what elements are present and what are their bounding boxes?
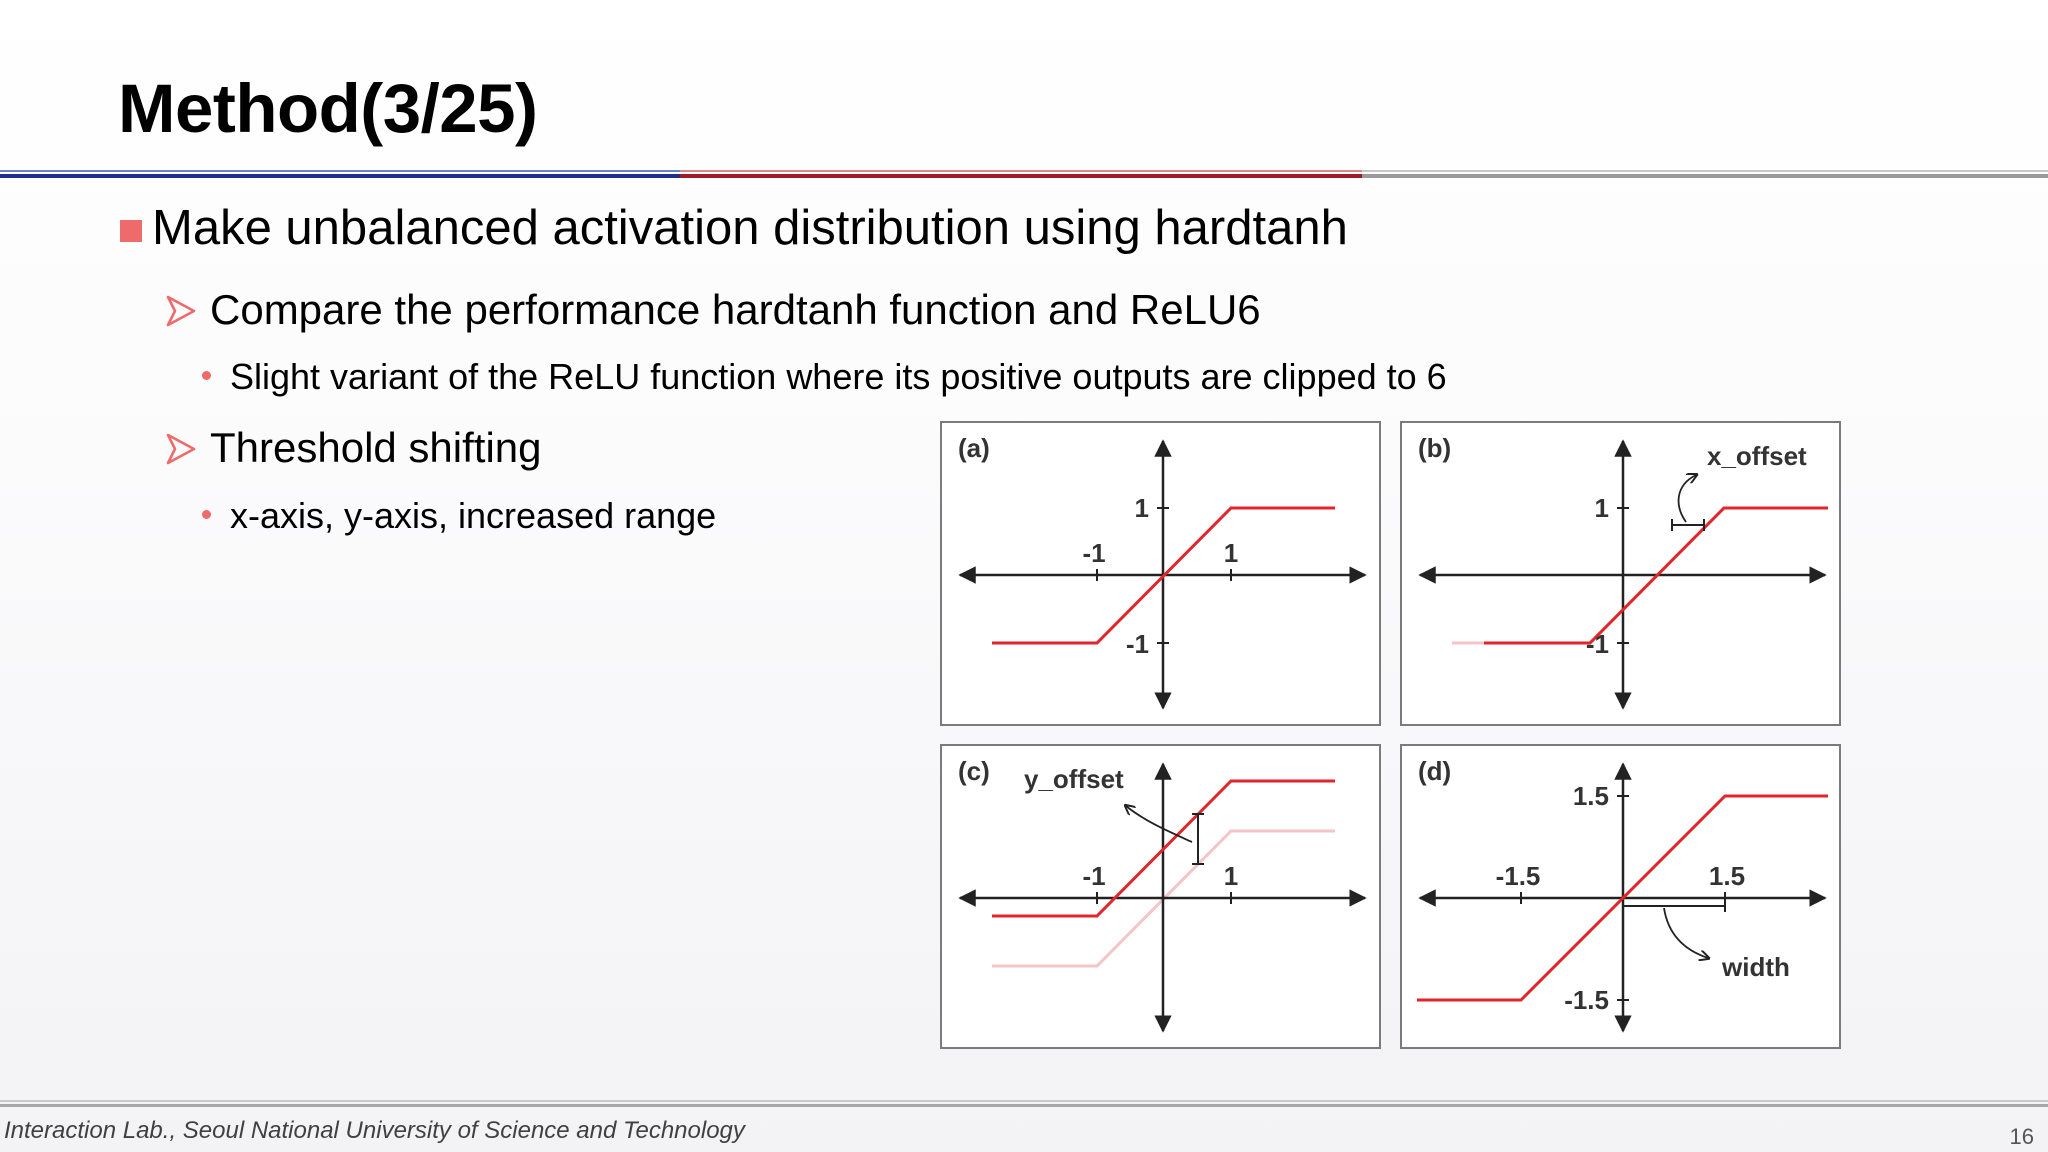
arrowhead-bullet-icon [166,432,196,466]
annotation-arrow [1126,806,1192,842]
square-bullet-icon [120,220,142,242]
dot-bullet-icon [202,371,211,380]
tick-label-x-neg: -1 [1082,538,1106,568]
figure-panel-c [940,744,1381,1049]
figure-panel-d [1400,744,1841,1049]
title-divider-gray [1362,170,2048,180]
panel-label: (d) [1418,756,1452,786]
title-divider-red [680,170,1362,180]
tick-label-y-neg: -1.5 [1564,985,1609,1015]
sub-bullet-compare-text: Compare the performance hardtanh function and ReLU6 [210,286,1261,333]
sub-bullet-threshold [166,424,542,472]
panel-label: (c) [958,756,990,786]
annotation-width: width [1722,952,1790,982]
panel-label: (a) [958,433,990,463]
title-divider-blue [0,170,680,180]
sub-bullet-threshold-text: Threshold shifting [210,424,542,471]
tick-label-y-neg: -1 [1585,629,1609,659]
tick-label-x-neg: -1 [1082,861,1106,891]
figure-panel-a [940,421,1381,726]
footer-text: Interaction Lab., Seoul National University of Science and Technology [4,1117,745,1144]
figure-panel-b [1400,421,1841,726]
dot-bullet-icon [202,510,211,519]
tick-label-y-pos: 1 [1594,493,1609,523]
main-bullet-text: Make unbalanced activation distribution using hardtanh [152,201,1348,255]
slide-title: Method(3/25) [118,70,538,147]
sub-bullet-compare [166,286,1261,334]
annotation-arrow [1679,475,1696,522]
annotation-y-offset: y_offset [1024,764,1124,794]
detail-bullet-axis-text: x-axis, y-axis, increased range [230,495,717,536]
page-number: 16 [2009,1124,2034,1149]
tick-label-y-pos: 1.5 [1572,781,1609,811]
panel-label: (b) [1418,433,1452,463]
tick-label-y-neg: -1 [1125,629,1149,659]
tick-label-x-neg: -1.5 [1495,861,1541,891]
detail-bullet-relu6 [202,356,1447,398]
main-bullet [120,200,1348,256]
annotation-arrow [1664,908,1708,958]
annotation-x-offset: x_offset [1707,441,1807,471]
tick-label-x-pos: 1 [1223,861,1239,891]
footer-divider [0,1100,2048,1108]
tick-label-y-pos: 1 [1134,493,1149,523]
tick-label-x-pos: 1.5 [1708,861,1746,891]
detail-bullet-axis [202,495,716,537]
detail-bullet-relu6-text: Slight variant of the ReLU function where its positive outputs are clipped to 6 [230,356,1447,397]
arrowhead-bullet-icon [166,294,196,328]
tick-label-x-pos: 1 [1223,538,1239,568]
